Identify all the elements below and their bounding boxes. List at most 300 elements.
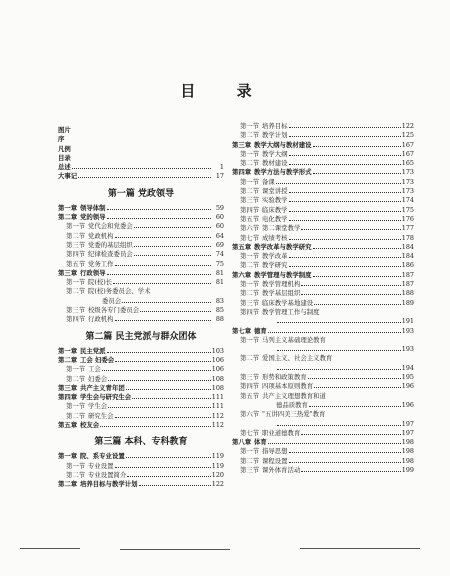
section-title: 课堂讲授 — [262, 187, 288, 196]
toc-entry[interactable] — [58, 232, 224, 241]
leader-dots — [289, 211, 401, 212]
front-matter-title: 序 — [58, 135, 65, 144]
chapter-title: 共产主义青年团 — [80, 383, 125, 392]
section-title: 院(校)务委员会、学术 — [88, 287, 151, 296]
toc-entry[interactable] — [232, 224, 414, 233]
leader-dots — [308, 378, 401, 379]
leader-dots — [107, 274, 211, 275]
leader-dots — [313, 146, 401, 147]
toc-entry[interactable] — [58, 260, 224, 269]
toc-entry[interactable] — [58, 421, 224, 430]
toc-left-column — [58, 126, 224, 490]
leader-dots — [277, 350, 401, 351]
chapter-title: 体育 — [254, 438, 267, 447]
leader-dots — [313, 276, 401, 277]
toc-entry[interactable] — [232, 159, 414, 168]
toc-entry[interactable] — [58, 269, 224, 278]
leader-dots — [301, 285, 400, 286]
toc-entry[interactable] — [232, 280, 414, 289]
leader-dots — [268, 332, 401, 333]
page-number: 88 — [215, 315, 224, 324]
section-label: 第二节 — [66, 470, 86, 479]
leader-dots — [289, 136, 401, 137]
toc-entry[interactable] — [58, 222, 224, 231]
section-title: 培养目标 — [262, 122, 288, 130]
toc-entry[interactable] — [232, 206, 414, 215]
chapter-label: 第六章 — [232, 270, 252, 279]
leader-dots — [115, 237, 211, 238]
chapter-label: 第三章 — [58, 383, 78, 392]
chapter-title: 德育 — [254, 326, 267, 335]
leader-dots — [134, 255, 211, 256]
toc-entry[interactable] — [232, 308, 414, 317]
page-number: 167 — [401, 140, 414, 149]
section-label: 第五节 — [66, 259, 86, 268]
toc-entry[interactable] — [232, 373, 414, 382]
leader-dots — [314, 304, 401, 305]
toc-entry[interactable] — [232, 168, 414, 177]
section-title: 课外体育活动 — [262, 465, 301, 474]
section-label: 第三节 — [240, 298, 260, 307]
leader-dots — [301, 229, 400, 230]
toc-entry[interactable] — [232, 289, 414, 298]
section-title: 校级各专门委员会 — [88, 306, 140, 315]
toc-entry[interactable] — [58, 250, 224, 259]
section-title: 电化教学 — [262, 214, 288, 223]
section-label: 第五节 — [240, 214, 260, 223]
toc-entry[interactable] — [58, 347, 224, 356]
chapter-title: 党的领导 — [80, 213, 106, 222]
toc-entry[interactable] — [232, 150, 414, 159]
section-label: 第一节 — [240, 177, 260, 186]
page-number: 184 — [401, 242, 414, 251]
page-number: 174 — [401, 196, 414, 205]
section-label: 第二节 — [66, 231, 86, 240]
toc-entry[interactable] — [58, 365, 224, 374]
page-number: 199 — [401, 465, 414, 474]
section-label: 第一节 — [240, 335, 260, 344]
toc-entry[interactable] — [232, 438, 414, 447]
page-number: 120 — [211, 470, 224, 479]
toc-entry[interactable] — [232, 392, 414, 401]
section-label: 第二节 — [240, 261, 260, 270]
page-number: 196 — [401, 400, 414, 409]
section-title: 成绩考核 — [262, 233, 288, 242]
leader-dots — [108, 380, 211, 381]
chapter-label: 第四章 — [232, 168, 252, 177]
toc-entry[interactable] — [58, 306, 224, 315]
page-number: 119 — [211, 461, 224, 470]
leader-dots — [289, 155, 401, 156]
section-title: 专业设置 — [88, 461, 114, 470]
toc-entry[interactable] — [232, 410, 414, 419]
page-number: 191 — [401, 317, 414, 326]
toc-entry[interactable] — [58, 452, 224, 461]
toc-entry[interactable] — [232, 420, 414, 429]
leader-dots — [113, 283, 211, 284]
toc-entry[interactable] — [58, 356, 224, 365]
leader-dots — [289, 201, 401, 202]
page-number: 175 — [401, 205, 414, 214]
toc-entry[interactable] — [232, 382, 414, 391]
page-number: 69 — [215, 240, 224, 249]
leader-dots — [313, 173, 401, 174]
section-label: 第五节 — [240, 391, 260, 400]
toc-entry[interactable] — [58, 384, 224, 393]
section-title: 职业道德教育 — [262, 428, 301, 437]
chapter-title: 民主党派 — [80, 346, 106, 355]
toc-entry[interactable] — [232, 457, 414, 466]
toc-entry[interactable] — [232, 141, 414, 150]
front-matter-title: 凡例 — [58, 144, 71, 153]
toc-entry[interactable] — [232, 354, 414, 363]
leader-dots — [289, 462, 401, 463]
toc-entry[interactable] — [58, 412, 224, 421]
section-label: 第六节 — [240, 410, 260, 419]
leader-dots — [115, 320, 211, 321]
section-title: 妇委会 — [88, 374, 108, 383]
page-number: 195 — [401, 373, 414, 382]
leader-dots — [277, 425, 401, 426]
leader-dots — [127, 476, 210, 477]
leader-dots — [277, 322, 401, 323]
chapter-title: 校友会 — [80, 421, 100, 430]
front-matter-title: 目录 — [58, 153, 71, 162]
page-number: 75 — [215, 259, 224, 268]
leader-dots — [301, 294, 400, 295]
page-number: 196 — [401, 382, 414, 391]
section-label: 第四节 — [240, 382, 260, 391]
page-number: 1 — [219, 163, 224, 172]
section-title: 行政机构 — [88, 315, 114, 324]
chapter-title: 学生会与研究生会 — [80, 393, 132, 402]
section-label: 第一节 — [240, 447, 260, 456]
section-label: 第一节 — [66, 402, 86, 411]
toc-entry[interactable] — [58, 145, 224, 154]
toc-entry[interactable] — [58, 315, 224, 324]
section-label: 第一节 — [240, 252, 260, 261]
page-number: 173 — [401, 177, 414, 186]
section-label: 第四节 — [240, 307, 260, 316]
section-title: 四项基本原则教育 — [262, 382, 314, 391]
leader-dots — [107, 352, 211, 353]
chapter-title: 培养目标与教学计划 — [80, 480, 138, 489]
leader-dots — [134, 227, 211, 228]
section-label: 第二节 — [240, 354, 260, 363]
page-number: 173 — [401, 168, 414, 177]
leader-dots — [78, 177, 211, 178]
chapter-label: 第七章 — [232, 326, 252, 335]
section-title: 教学研究 — [262, 261, 288, 270]
toc-entry[interactable] — [58, 402, 224, 411]
toc-entry[interactable] — [58, 172, 224, 181]
toc-entry[interactable] — [58, 154, 224, 163]
page-number: 106 — [211, 355, 224, 364]
section-label: 第二节 — [240, 159, 260, 168]
section-title: 专业设置简介 — [88, 470, 127, 479]
front-matter-title: 总述 — [58, 163, 71, 172]
toc-entry[interactable] — [232, 447, 414, 456]
page-number: 198 — [401, 447, 414, 456]
section-title: 教学改革 — [262, 252, 288, 261]
page-number: 165 — [401, 159, 414, 168]
leader-dots — [289, 239, 401, 240]
page-number: 111 — [211, 393, 224, 402]
section-label: 第二节 — [240, 187, 260, 196]
page-number: 83 — [215, 296, 224, 305]
page-number: 85 — [215, 306, 224, 315]
page-number: 173 — [401, 187, 414, 196]
page-number: 81 — [215, 268, 224, 277]
leader-dots — [134, 246, 211, 247]
leader-dots — [126, 457, 211, 458]
toc-entry[interactable] — [58, 241, 224, 250]
page-number: 176 — [401, 214, 414, 223]
toc-entry[interactable] — [232, 252, 414, 261]
toc-entry[interactable] — [232, 317, 414, 326]
toc-right-column — [232, 122, 414, 475]
section-label: 第二节 — [240, 456, 260, 465]
section-label: 第二节 — [66, 374, 86, 383]
section-title: 教学管理机构 — [262, 280, 301, 289]
chapter-title: 工会 妇委会 — [80, 355, 115, 364]
section-label: 第七节 — [240, 233, 260, 242]
section-title: 临床教学 — [262, 205, 288, 214]
toc-entry[interactable] — [232, 234, 414, 243]
leader-dots — [289, 192, 401, 193]
section-label: 第二节 — [66, 411, 86, 420]
bottom-rule — [120, 549, 230, 550]
page-number: 178 — [401, 233, 414, 242]
toc-entry[interactable] — [232, 401, 414, 410]
section-title: 实验教学 — [262, 196, 288, 205]
section-label: 第三节 — [240, 465, 260, 474]
bottom-rule — [20, 548, 80, 549]
section-label: 第一节 — [240, 122, 260, 130]
toc-entry[interactable] — [232, 261, 414, 270]
page-number: 198 — [401, 438, 414, 447]
page-number: 194 — [401, 363, 414, 372]
section-label: 第一节 — [66, 222, 86, 231]
page-number: 125 — [401, 131, 414, 140]
toc-entry[interactable] — [58, 163, 224, 172]
chapter-label: 第四章 — [58, 393, 78, 402]
page-number: 184 — [401, 252, 414, 261]
leader-dots — [107, 218, 211, 219]
chapter-title: 院、系专业设置 — [80, 452, 125, 461]
page-number: 167 — [401, 149, 414, 158]
section-title: 党务工作 — [88, 259, 114, 268]
toc-entry[interactable] — [58, 480, 224, 489]
leader-dots — [122, 302, 211, 303]
chapter-title: 教学方法与教学形式 — [254, 168, 312, 177]
leader-dots — [289, 452, 401, 453]
page-number: 60 — [215, 222, 224, 231]
page-number: 112 — [211, 421, 224, 430]
section-title: 学生会 — [88, 402, 108, 411]
page-number: 177 — [401, 224, 414, 233]
section-label: 第四节 — [240, 205, 260, 214]
section-title: 课程设置 — [262, 456, 288, 465]
toc-entry[interactable] — [58, 297, 224, 306]
front-matter-title: 图片 — [58, 126, 71, 134]
section-title: 马列主义基础理论教育 — [262, 335, 326, 344]
toc-entry[interactable] — [58, 375, 224, 384]
toc-entry[interactable] — [232, 299, 414, 308]
chapter-label: 第一章 — [58, 346, 78, 355]
leader-dots — [301, 471, 400, 472]
toc-entry[interactable] — [58, 213, 224, 222]
leader-dots — [289, 164, 401, 165]
section-title: 教学计划 — [262, 131, 288, 140]
page-number: 103 — [211, 346, 224, 355]
leader-dots — [277, 369, 401, 370]
section-title: "五讲四美三热爱"教育 — [262, 410, 326, 419]
section-label: 第一节 — [66, 278, 86, 287]
toc-entry[interactable] — [232, 271, 414, 280]
section-title: 教材建设 — [262, 159, 288, 168]
section-title: 研究生会 — [88, 411, 114, 420]
section-title: 教学大纲 — [262, 149, 288, 158]
leader-dots — [301, 434, 400, 435]
leader-dots — [309, 406, 401, 407]
toc-entry[interactable] — [232, 345, 414, 354]
leader-dots — [115, 361, 211, 362]
page-number: 108 — [211, 374, 224, 383]
section-title-continued: 委员会 — [102, 296, 122, 305]
chapter-title: 领导体制 — [80, 203, 106, 212]
section-title: 党委的基层组织 — [88, 240, 133, 249]
toc-entry[interactable] — [232, 429, 414, 438]
page-number: 17 — [215, 172, 224, 181]
section-label: 第三节 — [66, 240, 86, 249]
page-number: 122 — [401, 122, 414, 130]
section-label: 第二节 — [240, 289, 260, 298]
leader-dots — [140, 311, 211, 312]
section-title: 教学基层组织 — [262, 289, 301, 298]
page-number: 108 — [211, 383, 224, 392]
page-number: 112 — [211, 411, 224, 420]
section-label: 第一节 — [66, 461, 86, 470]
page-number: 186 — [401, 261, 414, 270]
toc-entry[interactable] — [232, 466, 414, 475]
page-number: 119 — [211, 452, 224, 461]
toc-entry[interactable] — [232, 243, 414, 252]
toc-entry[interactable] — [58, 135, 224, 144]
section-label: 第七节 — [240, 428, 260, 437]
chapter-label: 第五章 — [58, 421, 78, 430]
page-number: 193 — [401, 345, 414, 354]
leader-dots — [115, 265, 211, 266]
section-label: 第四节 — [66, 315, 86, 324]
leader-dots — [289, 266, 401, 267]
section-title-continued: 德品质教育 — [276, 400, 308, 409]
chapter-label: 第五章 — [232, 242, 252, 251]
toc-entry[interactable] — [232, 336, 414, 345]
leader-dots — [132, 398, 211, 399]
page-number: 197 — [401, 428, 414, 437]
section-label: 第三节 — [240, 196, 260, 205]
section-title: 备课 — [262, 177, 275, 186]
page-title: 目 录 — [180, 82, 270, 100]
section-label: 第三节 — [240, 373, 260, 382]
page-number: 197 — [401, 419, 414, 428]
page-number: 60 — [215, 213, 224, 222]
leader-dots — [115, 467, 211, 468]
toc-entry[interactable] — [232, 178, 414, 187]
chapter-title: 教学大纲与教材建设 — [254, 140, 312, 149]
page-number: 81 — [215, 278, 224, 287]
page-number: 59 — [215, 203, 224, 212]
chapter-label: 第一章 — [58, 203, 78, 212]
leader-dots — [126, 389, 211, 390]
leader-dots — [102, 370, 211, 371]
toc-part-heading[interactable]: 第二篇 民主党派与群众团体 — [85, 331, 197, 342]
chapter-label: 第八章 — [232, 438, 252, 447]
section-label: 第一节 — [240, 280, 260, 289]
section-title: 纪律检查委员会 — [88, 250, 133, 259]
section-title: 工会 — [88, 365, 101, 374]
toc-entry[interactable] — [232, 364, 414, 373]
chapter-label: 第一章 — [58, 452, 78, 461]
toc-part-heading[interactable]: 第三篇 本科、专科教育 — [94, 437, 188, 448]
toc-entry[interactable] — [232, 327, 414, 336]
leader-dots — [100, 426, 211, 427]
toc-entry[interactable] — [232, 187, 414, 196]
section-title: 临床教学基地建设 — [262, 298, 314, 307]
toc-entry[interactable] — [232, 131, 414, 140]
section-label: 第四节 — [66, 250, 86, 259]
chapter-title: 教学管理与教学制度 — [254, 270, 312, 279]
leader-dots — [139, 485, 211, 486]
chapter-label: 第二章 — [58, 213, 78, 222]
page-number: 187 — [401, 270, 414, 279]
section-label: 第二节 — [240, 131, 260, 140]
leader-dots — [289, 257, 401, 258]
section-title: 指导思想 — [262, 447, 288, 456]
page-number: 193 — [401, 326, 414, 335]
page-number: 188 — [401, 289, 414, 298]
section-label: 第一节 — [240, 149, 260, 158]
section-title: 第二课堂教学 — [262, 224, 301, 233]
toc-entry[interactable] — [232, 215, 414, 224]
leader-dots — [276, 183, 401, 184]
chapter-title: 教学改革与教学研究 — [254, 242, 312, 251]
bottom-rule — [300, 548, 420, 549]
toc-entry[interactable] — [58, 471, 224, 480]
toc-entry[interactable] — [58, 204, 224, 213]
leader-dots — [268, 443, 401, 444]
chapter-label: 第二章 — [58, 480, 78, 489]
page-number: 189 — [401, 298, 414, 307]
toc-entry[interactable] — [58, 287, 224, 296]
section-title: 党政机构 — [88, 231, 114, 240]
page-number: 64 — [215, 231, 224, 240]
toc-entry[interactable] — [232, 122, 414, 131]
section-title: 共产主义理想教育和道 — [262, 391, 326, 400]
section-title: 党代会和党委会 — [88, 222, 133, 231]
toc-entry[interactable] — [58, 126, 224, 135]
section-title: 形势和政策教育 — [262, 373, 307, 382]
page-number: 198 — [401, 456, 414, 465]
section-label: 第二节 — [66, 287, 86, 296]
leader-dots — [115, 417, 211, 418]
toc-entry[interactable] — [232, 196, 414, 205]
toc-entry[interactable] — [58, 462, 224, 471]
section-title: 爱国主义、社会主义教育 — [262, 354, 333, 363]
toc-part-heading[interactable]: 第一篇 党政领导 — [107, 188, 175, 199]
leader-dots — [289, 220, 401, 221]
